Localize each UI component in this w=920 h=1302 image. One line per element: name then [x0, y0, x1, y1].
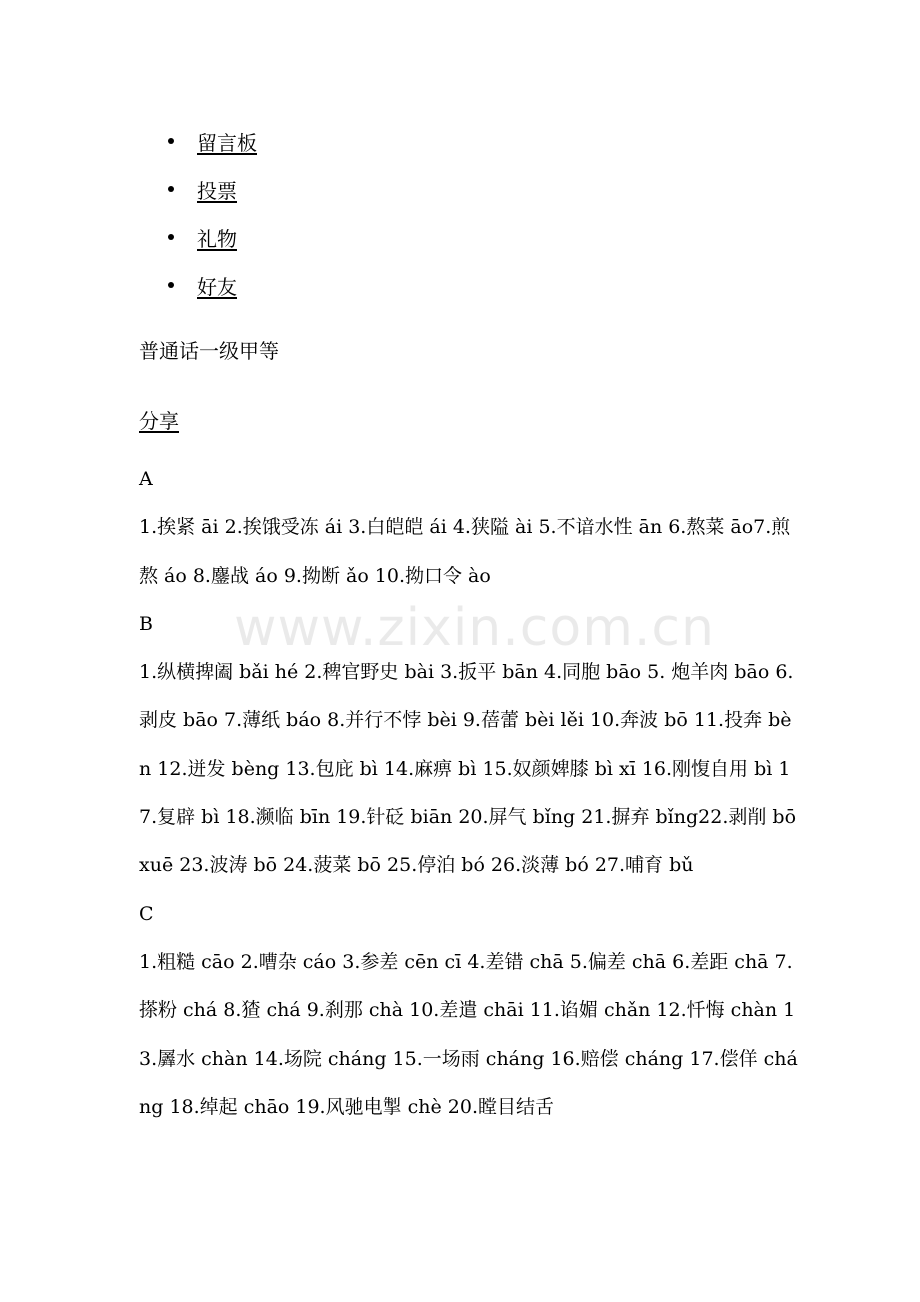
bullet-icon — [168, 186, 174, 192]
section-heading-a: A — [139, 468, 153, 490]
section-body-a: 1.挨紧 āi 2.挨饿受冻 ái 3.白皑皑 ái 4.狭隘 ài 5.不谙水性 ān 6.熬菜 āo7.煎熬 áo 8.鏖战 áo 9.拗断 ǎo 10.拗口令 ào — [139, 516, 791, 587]
nav-item-vote — [166, 165, 257, 213]
article-content — [139, 455, 799, 1131]
section-heading-c: C — [139, 902, 154, 925]
page-title: 普通话一级甲等 — [139, 339, 279, 363]
bullet-icon — [168, 282, 174, 288]
vote-link[interactable]: 投票 — [197, 178, 237, 203]
section-heading-b: B — [139, 612, 153, 635]
section-body-c: 1.粗糙 cāo 2.嘈杂 cáo 3.参差 cēn cī 4.差错 chā 5.偏差 chā 6.差距 chā 7.搽粉 chá 8.猹 chá 9.刹那 chà 10.差遣 chāi 11.谄媚 chǎn 12.忏悔 chàn 13.羼水 chàn 14.场院 cháng 15.一场雨 cháng 16.赔偿 cháng 17.偿佯 cháng 18.绰起 chāo 19.风驰电掣 chè 20.瞠目结舌 — [139, 950, 798, 1118]
nav-list — [166, 117, 257, 309]
nav-item-friends — [166, 261, 257, 309]
share-link[interactable]: 分享 — [139, 409, 179, 433]
section-body-b: 1.纵横捭阖 bǎi hé 2.稗官野史 bài 3.扳平 bān 4.同胞 bāo 5. 炮羊肉 bāo 6.剥皮 bāo 7.薄纸 báo 8.并行不悖 bèi 9.蓓蕾 bèi lěi 10.奔波 bō 11.投奔 bèn 12.迸发 bèng 13.包庇 bì 14.麻痹 bì 15.奴颜婢膝 bì xī 16.刚愎自用 bì 17.复辟 bì 18.濒临 bīn 19.针砭 biān 20.屏气 bǐng 21.摒弃 bǐng22.剥削 bō xuē 23.波涛 bō 24.菠菜 bō 25.停泊 bó 26.淡薄 bó 27.哺育 bǔ — [139, 661, 797, 877]
bullet-icon — [168, 138, 174, 144]
friends-link[interactable]: 好友 — [197, 274, 237, 299]
bullet-icon — [168, 234, 174, 240]
nav-item-gift — [166, 213, 257, 261]
watermark: www.zixin.com.cn — [234, 598, 715, 658]
nav-item-guestbook — [166, 117, 257, 165]
guestbook-link[interactable]: 留言板 — [197, 130, 257, 155]
gift-link[interactable]: 礼物 — [197, 226, 237, 251]
